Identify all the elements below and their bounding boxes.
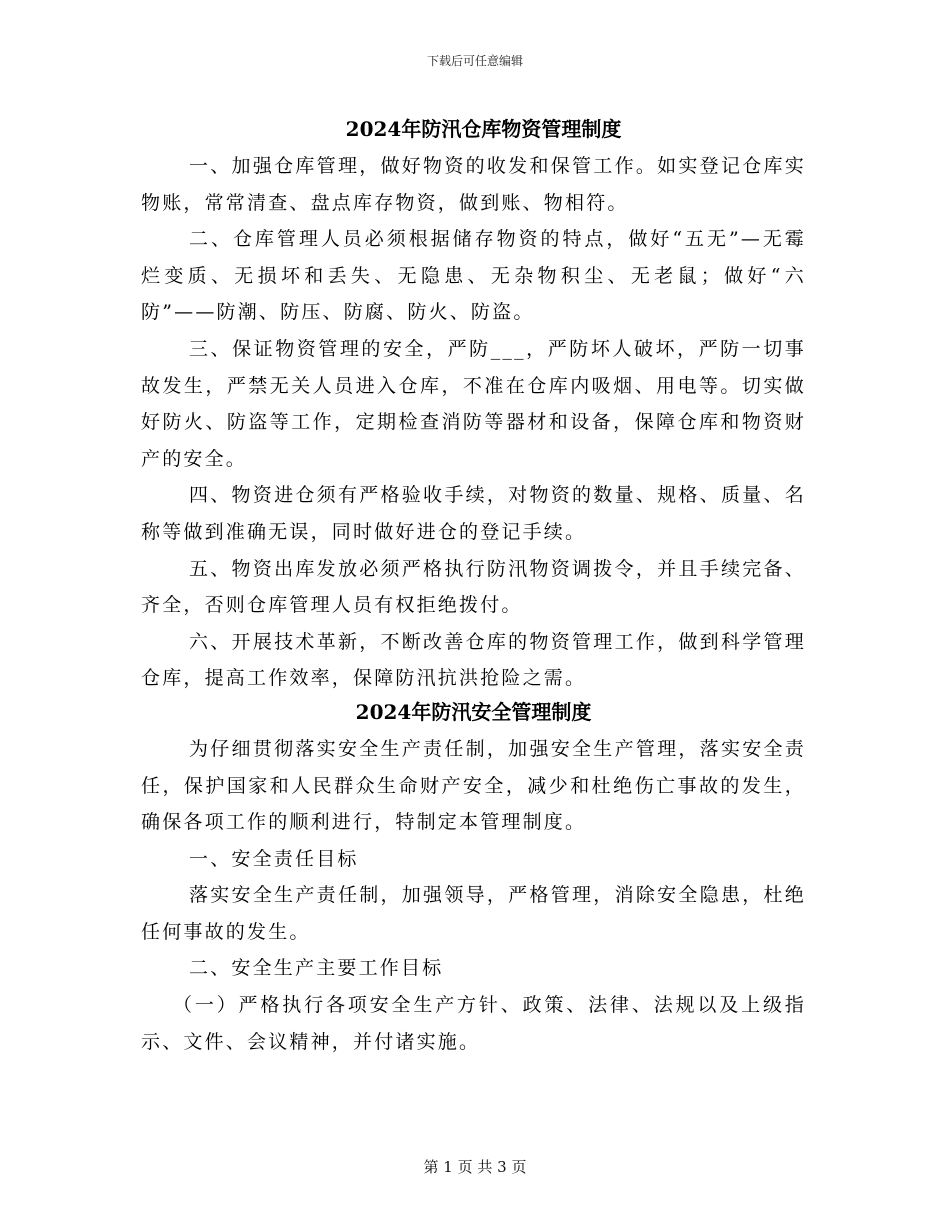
paragraph: 四、物资进仓须有严格验收手续，对物资的数量、规格、质量、名称等做到准确无误，同时做好进仓的登记手续。 [141, 484, 806, 543]
section-heading: 一、安全责任目标 [189, 847, 359, 870]
document-title-warehouse: 2024年防汛仓库物资管理制度 [345, 117, 622, 141]
page-number: 第 1 页 共 3 页 [423, 1158, 527, 1176]
paragraph: 五、物资出库发放必须严格执行防汛物资调拨令，并且手续完备、齐全，否则仓库管理人员有权拒绝拨付。 [141, 557, 806, 617]
page-header-note: 下载后可任意编辑 [426, 54, 523, 68]
section-heading: 二、安全生产主要工作目标 [189, 957, 444, 980]
paragraph: 三、保证物资管理的安全，严防___，严防坏人破坏，严防一切事故发生，严禁无关人员进入仓库，不准在仓库内吸烟、用电等。切实做好防火、防盗等工作，定期检查消防等器材和设备，保障仓库和物资财产的安全。 [141, 337, 806, 470]
paragraph: （一）严格执行各项安全生产方针、政策、法律、法规以及上级指示、文件、会议精神，并付诸实施。 [141, 994, 806, 1053]
paragraph: 落实安全生产责任制，加强领导，严格管理，消除安全隐患，杜绝任何事故的发生。 [141, 884, 806, 943]
document-title-safety: 2024年防汛安全管理制度 [355, 699, 592, 724]
paragraph: 二、仓库管理人员必须根据储存物资的特点，做好“五无”—无霉烂变质、无损坏和丢失、无隐患、无杂物积尘、无老鼠；做好“六防”——防潮、防压、防腐、防火、防盗。 [141, 228, 806, 324]
paragraph: 为仔细贯彻落实安全生产责任制，加强安全生产管理，落实安全责任，保护国家和人民群众生命财产安全，减少和杜绝伤亡事故的发生，确保各项工作的顺利进行，特制定本管理制度。 [141, 737, 806, 834]
paragraph: 六、开展技术革新，不断改善仓库的物资管理工作，做到科学管理仓库，提高工作效率，保障防汛抗洪抢险之需。 [141, 630, 806, 690]
document-body [141, 114, 806, 1060]
paragraph: 一、加强仓库管理，做好物资的收发和保管工作。如实登记仓库实物账，常常清查、盘点库存物资，做到账、物相符。 [141, 155, 806, 214]
